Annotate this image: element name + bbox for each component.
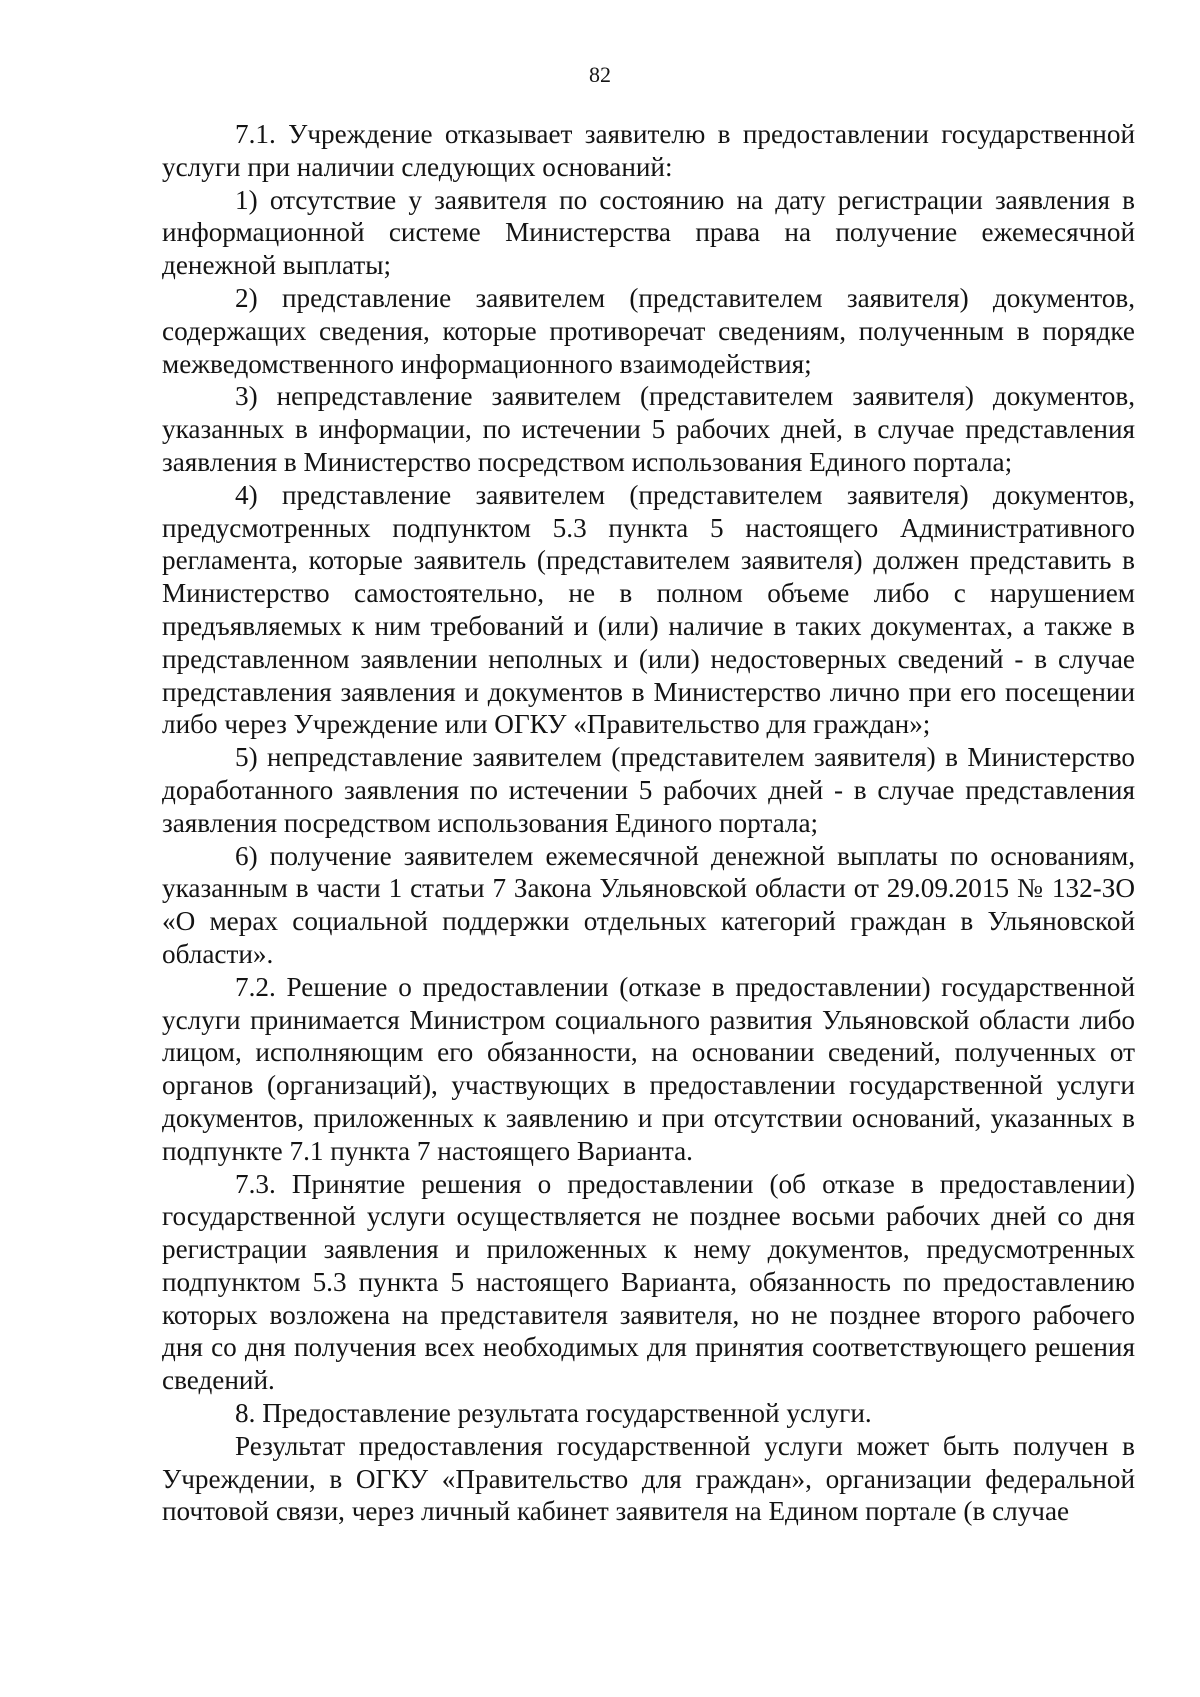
paragraph-8-result: Результат предоставления государственной услуги может быть получен в Учреждении, в ОГКУ «Правительство для граждан», организации федеральной почтовой связи, через личный кабинет заявителя на Едином портале (в случае [162, 1430, 1135, 1527]
paragraph-7-1-item-6: 6) получение заявителем ежемесячной денежной выплаты по основаниям, указанным в части 1 статьи 7 Закона Ульяновской области от 29.09.2015 № 132-ЗО «О мерах социальной поддержки отдельных категорий граждан в Ульяновской области». [162, 840, 1135, 969]
paragraph-7-1: 7.1. Учреждение отказывает заявителю в предоставлении государственной услуги при наличии следующих оснований: [162, 119, 1135, 182]
document-body [162, 118, 1135, 1528]
paragraph-7-1-item-1: 1) отсутствие у заявителя по состоянию на дату регистрации заявления в информационной системе Министерства права на получение ежемесячной денежной выплаты; [162, 184, 1135, 281]
section-8-heading: 8. Предоставление результата государственной услуги. [235, 1398, 872, 1429]
paragraph-7-2: 7.2. Решение о предоставлении (отказе в предоставлении) государственной услуги принимается Министром социального развития Ульяновской области либо лицом, исполняющим его обязанности, на основании сведений, полученных от органов (организаций), участвующих в предоставлении государственной услуги документов, приложенных к заявлению и при отсутствии оснований, указанных в подпункте 7.1 пункта 7 настоящего Варианта. [162, 971, 1135, 1166]
paragraph-7-1-item-4: 4) представление заявителем (представителем заявителя) документов, предусмотренных подпунктом 5.3 пункта 5 настоящего Административного регламента, которые заявитель (представителем заявителя) должен представить в Министерство самостоятельно, не в полном объеме либо с нарушением предъявляемых к ним требований и (или) наличие в таких документах, а также в представленном заявлении неполных и (или) недостоверных сведений - в случае представления заявления и документов в Министерство лично при его посещении либо через Учреждение или ОГКУ «Правительство для граждан»; [162, 479, 1135, 740]
paragraph-7-1-item-3: 3) непредставление заявителем (представителем заявителя) документов, указанных в информации, по истечении 5 рабочих дней, в случае представления заявления в Министерство посредством использования Единого портала; [162, 381, 1135, 477]
page-number: 82 [589, 62, 611, 87]
paragraph-7-1-item-2: 2) представление заявителем (представителем заявителя) документов, содержащих сведения, которые противоречат сведениям, полученным в порядке межведомственного информационного взаимодействия; [162, 282, 1135, 379]
paragraph-7-1-item-5: 5) непредставление заявителем (представителем заявителя) в Министерство доработанного заявления по истечении 5 рабочих дней - в случае представления заявления посредством использования Единого портала; [162, 742, 1135, 838]
paragraph-7-3: 7.3. Принятие решения о предоставлении (об отказе в предоставлении) государственной услуги осуществляется не позднее восьми рабочих дней со дня регистрации заявления и приложенных к нему документов, предусмотренных подпунктом 5.3 пункта 5 настоящего Варианта, обязанность по предоставлению которых возложена на представителя заявителя, но не позднее второго рабочего дня со дня получения всех необходимых для принятия соответствующего решения сведений. [162, 1168, 1135, 1396]
